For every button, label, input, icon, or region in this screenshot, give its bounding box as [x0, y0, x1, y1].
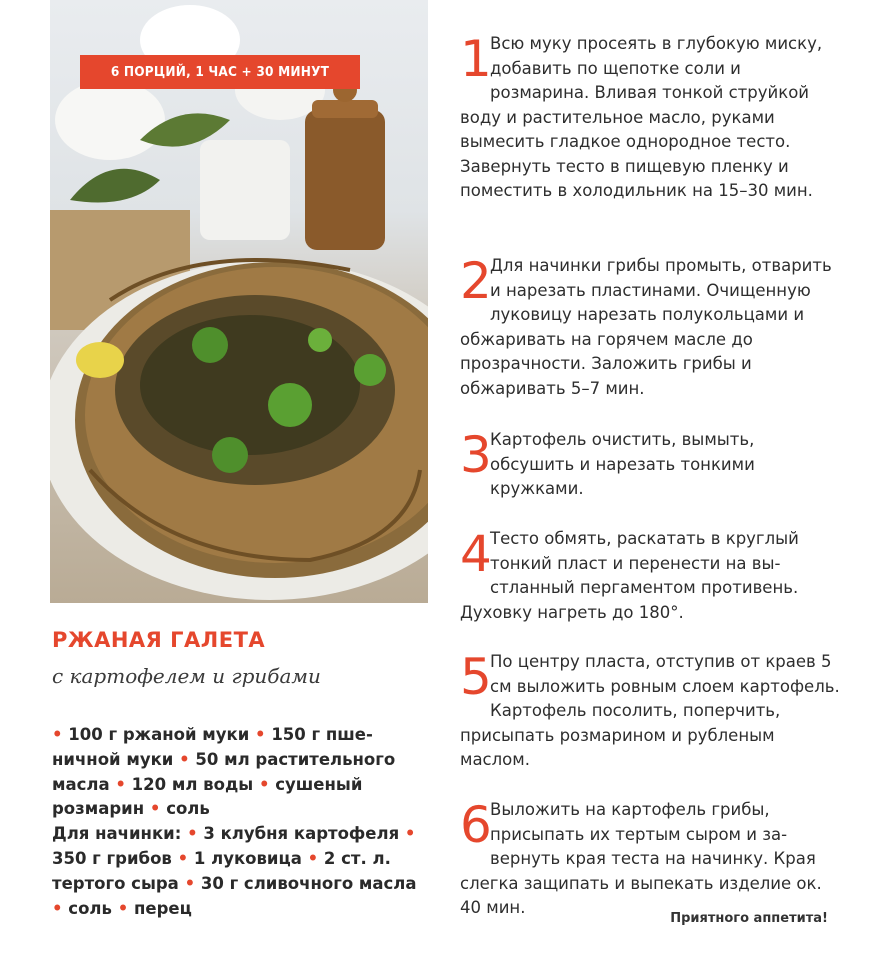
bullet-icon: • [307, 848, 324, 868]
bullet-icon: • [258, 774, 276, 794]
step-3 [460, 428, 840, 502]
filling-label: Для начинки: [52, 824, 182, 844]
bullet-icon: • [117, 898, 134, 918]
step-text: Выложить на картофель грибы, присыпать их тертым сыром и завернуть края теста на начинку. Края слегка защипать и выпекать изделие ок. 40 мин. [460, 800, 822, 917]
step-1 [460, 32, 840, 204]
bullet-icon: • [187, 824, 204, 844]
filling-item: соль [68, 898, 112, 918]
step-6 [460, 798, 840, 921]
bullet-icon: • [404, 824, 416, 844]
filling-item: 2 ст. л. тертого сыра [52, 848, 391, 893]
recipe-photo [50, 0, 428, 603]
galette-illustration [50, 0, 428, 603]
ingredient-item: 120 мл воды [131, 774, 254, 794]
filling-item: 1 луковица [193, 848, 302, 868]
ingredient-item: соль [166, 799, 210, 819]
step-text: По центру пласта, отступив от краев 5 см выложить ровным слоем картофель. Картофель посолить, поперчить, присыпать розмарином и рубленым маслом. [460, 652, 840, 769]
step-number: 1 [460, 30, 492, 88]
step-text: Для начинки грибы промыть, отварить и нарезать пластинами. Очищенную луковицу нарезать полукольцами и обжаривать на горячем масле до прозрачности. Заложить грибы и обжаривать 5–7 мин. [460, 256, 832, 398]
bullet-icon: • [115, 774, 132, 794]
step-number: 4 [460, 525, 492, 583]
step-text: Картофель очистить, вымыть, обсушить и нарезать тонкими кружками. [490, 430, 755, 498]
ingredient-item: сушеный розмарин [52, 774, 363, 819]
bullet-icon: • [179, 749, 196, 769]
step-number: 6 [460, 796, 492, 854]
step-4 [460, 527, 840, 625]
servings-badge: 6 ПОРЦИЙ, 1 ЧАС + 30 МИНУТ [80, 55, 360, 89]
recipe-title: РЖАНАЯ ГАЛЕТА [52, 628, 266, 652]
bullet-icon: • [255, 725, 272, 744]
step-number: 3 [460, 426, 492, 484]
ingredients-list [52, 723, 424, 921]
step-number: 5 [460, 648, 492, 706]
closing-note: Приятного аппетита! [670, 911, 828, 926]
bullet-icon: • [52, 898, 69, 918]
bullet-icon: • [149, 799, 167, 819]
step-5 [460, 650, 840, 773]
ingredient-item: 100 г ржаной муки [68, 725, 250, 744]
ingredient-item: 150 г пшеничной муки [52, 725, 373, 769]
step-text: Тесто обмять, раскатать в круглый тонкий пласт и перенести на выстланный пергаментом противень. Духовку нагреть до 180°. [460, 529, 799, 622]
step-text: Всю муку просеять в глубокую миску, добавить по щепотке соли и розмарина. Вливая тонкой струйкой воду и растительное масло, руками вымесить гладкое однородное тесто. Завернуть тесто в пищевую пленку и поместить в холодильник на 15–30 мин. [460, 34, 823, 200]
step-number: 2 [460, 252, 492, 310]
filling-item: 30 г сливочного масла [200, 873, 417, 893]
filling-item: 350 г грибов [52, 848, 172, 868]
step-2 [460, 254, 840, 401]
bullet-icon: • [177, 848, 194, 868]
filling-item: перец [133, 898, 192, 918]
bullet-icon: • [52, 725, 69, 744]
recipe-subtitle: с картофелем и грибами [52, 664, 321, 688]
ingredient-item: 50 мл растительного масла [52, 749, 396, 794]
bullet-icon: • [184, 873, 201, 893]
filling-item: 3 клубня картофеля [203, 824, 400, 844]
